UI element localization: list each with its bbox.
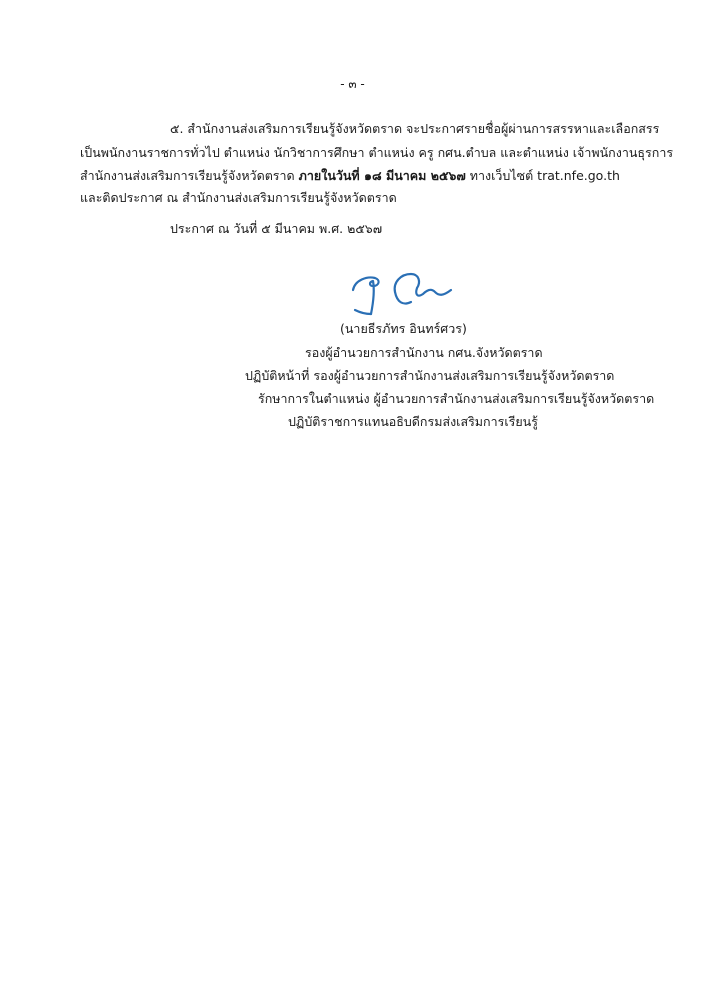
deadline-date: ภายในวันที่ ๑๘ มีนาคม ๒๕๖๗ <box>298 168 466 183</box>
announcement-date: ประกาศ ณ วันที่ ๕ มีนาคม พ.ศ. ๒๕๖๗ <box>170 221 383 236</box>
handwritten-signature <box>345 262 465 322</box>
paragraph-line-4: และติดประกาศ ณ สำนักงานส่งเสริมการเรียนรู้จังหวัดตราด <box>80 190 397 205</box>
signatory-name: (นายธีรภัทร อินทร์ศวร) <box>340 321 467 336</box>
signatory-position-1: รองผู้อำนวยการสำนักงาน กศน.จังหวัดตราด <box>305 345 543 360</box>
paragraph-line-3 <box>80 168 620 184</box>
page-number: - ๓ - <box>340 77 365 91</box>
paragraph-line-2: เป็นพนักงานราชการทั่วไป ตำแหน่ง นักวิชาการศึกษา ตำแหน่ง ครู กศน.ตำบล และตำแหน่ง เจ้าพนักงานธุรการ <box>80 145 674 160</box>
paragraph-line-3-suffix: ทางเว็บไซต์ trat.nfe.go.th <box>465 168 620 183</box>
paragraph-line-3-prefix: สำนักงานส่งเสริมการเรียนรู้จังหวัดตราด <box>80 168 299 183</box>
signatory-position-4: ปฏิบัติราชการแทนอธิบดีกรมส่งเสริมการเรียนรู้ <box>288 414 538 429</box>
paragraph-line-1: ๕. สำนักงานส่งเสริมการเรียนรู้จังหวัดตราด จะประกาศรายชื่อผู้ผ่านการสรรหาและเลือกสรร <box>170 121 660 136</box>
signatory-position-3: รักษาการในตำแหน่ง ผู้อำนวยการสำนักงานส่งเสริมการเรียนรู้จังหวัดตราด <box>258 391 655 406</box>
signatory-position-2: ปฏิบัติหน้าที่ รองผู้อำนวยการสำนักงานส่งเสริมการเรียนรู้จังหวัดตราด <box>245 368 615 383</box>
